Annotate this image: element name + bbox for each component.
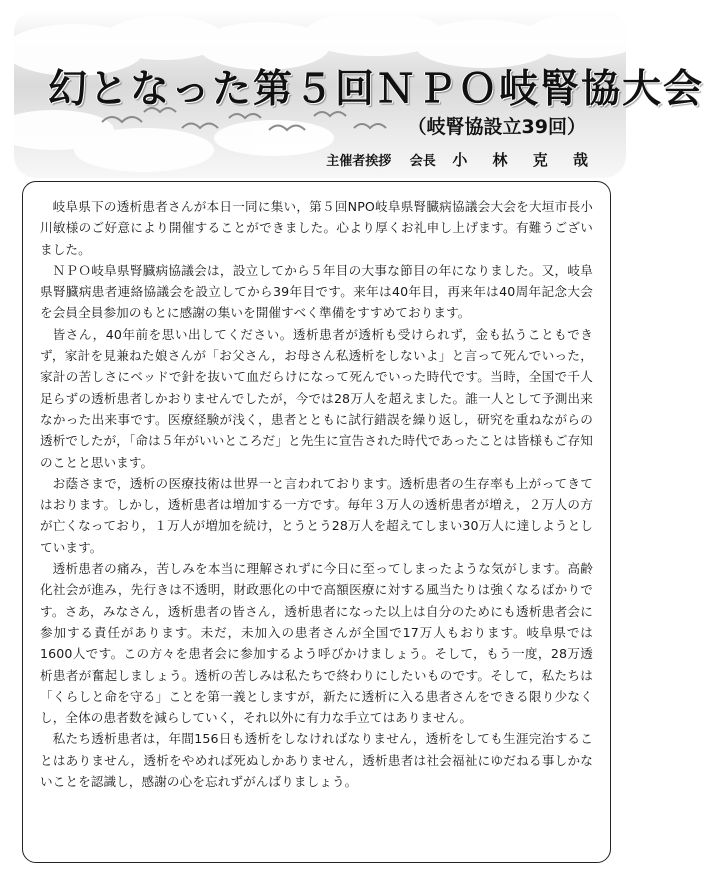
article-body [22,181,611,863]
paragraph-1: 岐阜県下の透析患者さんが本日一同に集い，第５回NPO岐阜県腎臓病協議会大会を大垣市長小川敏様のご好意により開催することができました。心より厚くお礼申し上げます。有難うございました。 [40,199,593,257]
paragraph-5: 透析患者の痛み，苦しみを本当に理解されずに今日に至ってしまったような気がします。高齢化社会が進み，先行きは不透明，財政悪化の中で高額医療に対する風当たりは強くなるばかりです。さあ，みなさん，透析患者の皆さん，透析患者になった以上は自分のためにも透析患者会に参加する責任があります。未だ，未加入の患者さんが全国で17万人もおります。岐阜県では1600人です。この方々を患者会に参加するよう呼びかけましょう。そして，もう一度，28万透析患者が奮起しましょう。透析の苦しみは私たちで終わりにしたいものです。そして，私たちは「くらしと命を守る」ことを第一義としますが，新たに透析に入る患者さんをできる限り少なくし，全体の患者数を減らしていく，それ以外に有力な手立てはありません。 [40,561,593,726]
paragraph-2: ＮＰＯ岐阜県腎臓病協議会は，設立してから５年目の大事な節目の年になりました。又，岐阜県腎臓病患者連絡協議会を設立してから39年目です。来年は40年目，再来年は40周年記念大会を会員全員参加のもとに感謝の集いを開催すべく準備をすすめております。 [40,262,593,321]
header-banner [14,10,704,178]
byline [326,149,598,170]
paragraph-4: お蔭さまで，透析の医療技術は世界一と言われております。透析患者の生存率も上がってきてはおります。しかし，透析患者は増加する一方です。毎年３万人の透析患者が増え，２万人の方が亡くなっており，１万人が増加を続け，とうとう28万人を超えてしまい30万人に達しようとしています。 [40,475,593,555]
byline-role: 主催者挨拶 [326,154,392,169]
byline-name: 小 林 克 哉 [452,151,598,169]
main-title: 幻となった第５回ＮＰＯ岐腎協大会 [48,67,704,112]
sub-title: （岐腎協設立39回） [407,116,586,138]
paragraph-3: 皆さん，40年前を思い出してください。透析患者が透析も受けられず，金も払うこともできず，家計を見兼ねた娘さんが「お父さん，お母さん私透析をしないよ」と言って死んでいった，家計の苦しさにベッドで針を抜いて血だらけになって死んでいった時代です。当時，全国で千人足らずの透析患者しかおりませんでしたが，今では28万人を超えました。誰一人として予測出来なかった出来事です。医療経験が浅く，患者とともに試行錯誤を繰り返し，研究を重ねながらの透析でしたが，「命は５年がいいところだ」と先生に宣告された時代であったことは皆様もご存知のことと思います。 [40,326,593,470]
byline-title: 会長 [409,154,436,169]
paragraph-6: 私たち透析患者は，年間156日も透析をしなければなりません，透析をしても生涯完治することはありません，透析をやめれば死ぬしかありません，透析患者は社会福祉にゆだねる事しかないことを認識し，感謝の心を忘れずがんばりましょう。 [40,731,593,790]
